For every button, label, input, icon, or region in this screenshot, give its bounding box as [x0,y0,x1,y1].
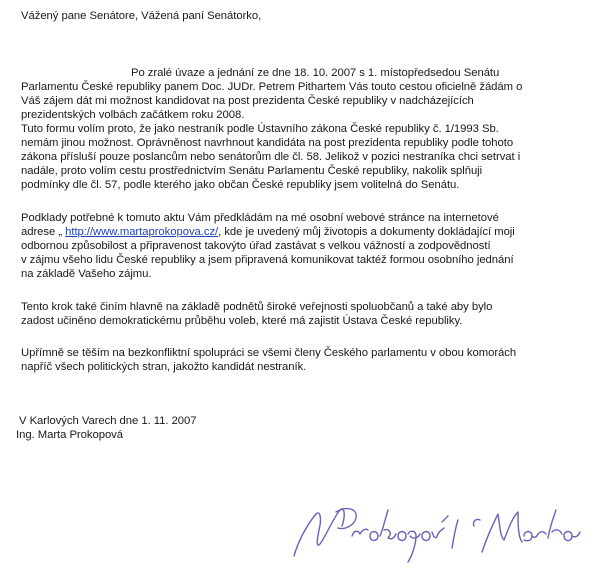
author-name: Ing. Marta Prokopová [16,429,124,441]
paragraph2-line: v zájmu všeho lidu České republiky a jsem připravená komunikovat taktéž formou osobního jednání [21,254,514,266]
paragraph2-line: na základě Vašeho zájmu. [21,268,152,280]
paragraph1-line: Po zralé úvaze a jednání ze dne 18. 10. 2007 s 1. místopředsedou Senátu [131,67,500,79]
paragraph1-line: prezidentských volbách začátkem roku 2008. [21,109,245,121]
paragraph3-line: zadost učiněno demokratickému průběhu voleb, které má zajistit Ústava České republiky. [21,315,463,327]
paragraph2-line: odbornou způsobilost a připravenost takovýto úřad zastávat s velkou vážností a zodpovědností [21,240,491,252]
link-suffix: , kde je uvedený můj životopis a dokumenty dokládající moji [218,226,515,238]
handwritten-signature [286,496,586,566]
paragraph3-line: Tento krok také činím hlavně na základě podnětů široké veřejnosti spoluobčanů a také aby bylo [21,301,493,313]
paragraph2-link-line [21,226,515,240]
paragraph1-line: podmínky dle čl. 57, podle kterého jako občan České republiky jsem volitelná do Senátu. [21,179,460,191]
paragraph1-line: nadále, proto volím cestu prostřednictvím Senátu Parlamentu České republiky, nakolik splňuji [21,165,483,177]
paragraph1-line: Váš zájem dát mi možnost kandidovat na post prezidenta České republiky v nadcházejících [21,95,474,107]
place-date: V Karlových Varech dne 1. 11. 2007 [19,415,197,427]
signature-drawing [286,496,586,566]
paragraph2-line: Podklady potřebné k tomuto aktu Vám předkládám na mé osobní webové stránce na internetové [21,212,499,224]
website-link[interactable]: http://www.martaprokopova.cz/ [65,226,219,238]
paragraph1-line: Tuto formu volím proto, že jako nestraník podle Ústavního zákona České republiky č. 1/1993 Sb. [21,123,499,135]
link-prefix: adrese „ [21,226,66,238]
paragraph1-line: zákona přísluší pouze poslancům nebo senátorům dle čl. 58. Jelikož v pozici nestraníka chci setrvat i [21,151,521,163]
paragraph4-line: Upřímně se těším na bezkonfliktní spolupráci se všemi členy Českého parlamentu v obou komorách [21,347,517,359]
paragraph4-line: napříč všech politických stran, jakožto kandidát nestraník. [21,361,307,373]
paragraph1-line: nemám jinou možnost. Oprávněnost navrhnout kandidáta na post prezidenta republiky podle tohoto [21,137,514,149]
paragraph1-line: Parlamentu České republiky panem Doc. JUDr. Petrem Pithartem Vás touto cestou oficielně žádám o [21,81,523,93]
salutation: Vážený pane Senátore, Vážená paní Senátorko, [21,10,262,22]
